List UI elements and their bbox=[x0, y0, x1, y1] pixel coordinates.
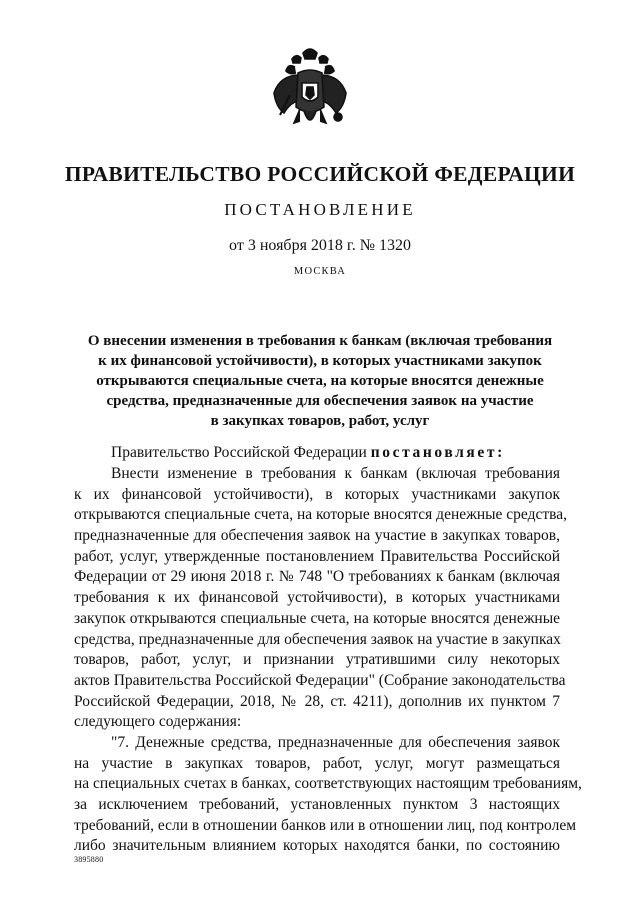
heading-line: к их финансовой устойчивости), в которых участниками закупок bbox=[98, 353, 542, 369]
body-line: "7. Денежные средства, предназначенные для обеспечения заявок bbox=[111, 733, 560, 751]
body-line: либо значительным влиянием которых находятся банки, по состоянию bbox=[74, 837, 560, 855]
body-line: к их финансовой устойчивости), в которых участниками закупок bbox=[74, 485, 560, 503]
body-line: на участие в закупках товаров, работ, услуг, могут размещаться bbox=[74, 754, 560, 772]
body-line: закупок открываются специальные счета, на которые вносятся денежные bbox=[74, 609, 560, 627]
body-line: Федерации от 29 июня 2018 г. № 748 "О требованиях к банкам (включая bbox=[74, 568, 560, 586]
intro-keyword: постановляет: bbox=[370, 444, 505, 461]
body-line: за исключением требований, установленных пунктом 3 настоящих bbox=[74, 796, 560, 813]
body-line: работ, услуг, утвержденные постановлением Правительства Российской bbox=[74, 547, 560, 565]
body-line: товаров, работ, услуг, и признании утратившими силу некоторых bbox=[74, 651, 560, 669]
heading-line: в закупках товаров, работ, услуг bbox=[210, 413, 430, 429]
document-code: 3895880 bbox=[74, 855, 104, 864]
coat-of-arms-emblem bbox=[270, 45, 350, 137]
heading-line: средства, предназначенные для обеспечения заявок на участие bbox=[106, 393, 534, 409]
body-line: Внести изменение в требования к банкам (включая требования bbox=[111, 465, 560, 482]
body-line: требования к их финансовой устойчивости), в которых участниками bbox=[74, 589, 560, 607]
resolution-heading bbox=[76, 331, 564, 431]
body-line: открываются специальные счета, на которые вносятся денежные средства, bbox=[74, 506, 568, 524]
body-line: требований, если в отношении банков или в отношении лиц, под контролем bbox=[74, 816, 577, 834]
document-date-number: от 3 ноября 2018 г. № 1320 bbox=[229, 237, 411, 254]
body-line: на специальных счетах в банках, соответствующих настоящим требованиям, bbox=[74, 775, 582, 793]
government-title: ПРАВИТЕЛЬСТВО РОССИЙСКОЙ ФЕДЕРАЦИИ bbox=[64, 162, 576, 186]
body-line: Российской Федерации, 2018, № 28, ст. 4211), дополнив их пунктом 7 bbox=[74, 692, 560, 710]
intro-text: Правительство Российской Федерации bbox=[111, 444, 371, 461]
document-type: ПОСТАНОВЛЕНИЕ bbox=[224, 200, 416, 219]
resolution-body bbox=[74, 464, 582, 857]
body-line: предназначенные для обеспечения заявок на участие в закупках товаров, bbox=[74, 527, 560, 545]
body-line: следующего содержания: bbox=[74, 713, 242, 731]
heading-line: открываются специальные счета, на которые вносятся денежные bbox=[96, 373, 544, 389]
body-line: актов Правительства Российской Федерации" (Собрание законодательства bbox=[74, 671, 566, 689]
heading-line: О внесении изменения в требования к банкам (включая требования bbox=[87, 333, 553, 349]
resolution-intro bbox=[111, 443, 505, 463]
document-city: МОСКВА bbox=[293, 266, 347, 277]
body-line: средства, предназначенные для обеспечения заявок на участие в закупках bbox=[74, 630, 561, 648]
